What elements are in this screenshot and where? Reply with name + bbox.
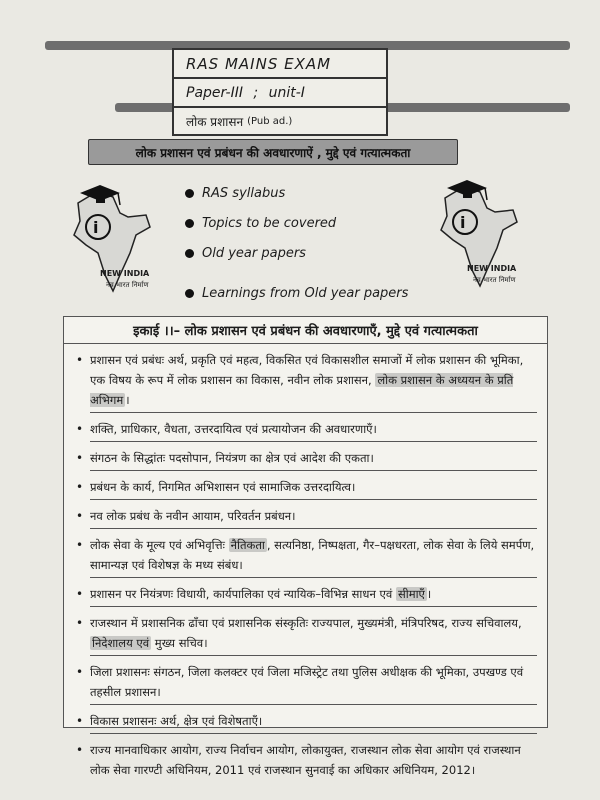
bullet-icon: •: [76, 587, 84, 601]
bullet-icon: •: [76, 538, 84, 552]
syllabus-item-post: , सत्यनिष्ठा, निष्पक्षता, गैर–पक्षधरता, लोक सेवा के लिये समर्पण, सामान्यज्ञ एवं विशेषज्ञ के मध्य संबंध।: [90, 538, 535, 572]
syllabus-item-text: [90, 584, 537, 607]
subject-note: (Pub ad.): [247, 116, 293, 127]
topic-item: Learnings from Old year papers: [185, 278, 445, 308]
syllabus-item-text: [90, 613, 537, 656]
syllabus-item-pre: संगठन के सिद्धांतः पदसोपान, नियंत्रण का क्षेत्र एवं आदेश की एकता।: [90, 451, 374, 465]
bullet-icon: •: [76, 714, 84, 728]
syllabus-item: [76, 350, 537, 413]
bullet-icon: •: [76, 665, 84, 679]
syllabus-item: [76, 535, 537, 578]
syllabus-item: [76, 662, 537, 705]
syllabus-items: [64, 344, 547, 782]
syllabus-item-highlight: लोक प्रशासन के अध्ययन के प्रति अभिगम: [90, 373, 514, 407]
syllabus-item: [76, 740, 537, 782]
subject-title: लोक प्रशासन: [186, 115, 244, 129]
bullet-icon: [185, 249, 194, 258]
syllabus-item-pre: प्रशासन एवं प्रबंधः अर्थ, प्रकृति एवं महत्व, विकसित एवं विकासशील समाजों में लोक प्रशासन की भूमिका, एक विषय के रूप में लोक प्रशासन का विकास, नवीन लोक प्रशासन,: [90, 353, 524, 387]
syllabus-item-pre: प्रबंधन के कार्य, निगमित अभिशासन एवं सामाजिक उत्तरदायित्व।: [90, 480, 356, 494]
topic-item: Old year papers: [185, 238, 445, 268]
syllabus-item-pre: विकास प्रशासनः अर्थ, क्षेत्र एवं विशेषताएँ।: [90, 714, 263, 728]
syllabus-item-text: [90, 506, 537, 529]
syllabus-title: इकाई ।।– लोक प्रशासन एवं प्रबंधन की अवधारणाएँ, मुद्दे एवं गत्यात्मकता: [64, 317, 547, 344]
bullet-icon: •: [76, 480, 84, 494]
syllabus-item-pre: प्रशासन पर नियंत्रणः विधायी, कार्यपालिका एवं न्यायिक–विभिन्न साधन एवं: [90, 587, 396, 601]
syllabus-item: [76, 506, 537, 529]
bullet-icon: •: [76, 616, 84, 630]
svg-text:i: i: [460, 213, 466, 232]
syllabus-item-text: [90, 350, 537, 413]
syllabus-item-highlight: निदेशालय एवं: [92, 636, 150, 650]
title-box: [172, 48, 388, 136]
syllabus-item-text: [90, 662, 537, 705]
bullet-icon: •: [76, 353, 84, 367]
syllabus-item-post: मुख्य सचिव।: [151, 636, 208, 650]
exam-title: RAS MAINS EXAM: [186, 54, 332, 73]
syllabus-item-post: ।: [426, 587, 432, 601]
syllabus-item-pre: जिला प्रशासनः संगठन, जिला कलक्टर एवं जिला मजिस्ट्रेट तथा पुलिस अधीक्षक की भूमिका, उपखण्ड एवं तहसील प्रशासन।: [90, 665, 524, 699]
syllabus-box: [63, 316, 548, 777]
logo-tagline: नव भारत निर्माण: [473, 276, 516, 284]
bullet-icon: •: [76, 509, 84, 523]
syllabus-item-pre: लोक सेवा के मूल्य एवं अभिवृत्तिः: [90, 538, 229, 552]
syllabus-item: [76, 711, 537, 734]
syllabus-item-text: [90, 535, 537, 578]
bullet-icon: •: [76, 422, 84, 436]
syllabus-item-text: [90, 711, 537, 734]
syllabus-item-text: [90, 477, 537, 500]
syllabus-item-pre: राज्य मानवाधिकार आयोग, राज्य निर्वाचन आयोग, लोकायुक्त, राजस्थान लोक सेवा आयोग एवं राजस्थान लोक सेवा गारण्टी अधिनियम, 2011 एवं राजस्थान सुनवाई का अधिकार अधिनियम, 2012।: [90, 743, 521, 777]
logo-name: NEW INDIA: [100, 269, 150, 278]
syllabus-item-pre: शक्ति, प्राधिकार, वैधता, उत्तरदायित्व एवं प्रत्यायोजन की अवधारणाएँ।: [90, 422, 377, 436]
topic-banner: लोक प्रशासन एवं प्रबंधन की अवधारणाऐं , मुद्दे एवं गत्यात्मकता: [88, 139, 458, 165]
syllabus-item-highlight: सीमाएँ: [397, 587, 425, 601]
bullet-icon: [185, 189, 194, 198]
paper-unit: Paper-III ; unit-I: [186, 84, 305, 101]
logo-name: NEW INDIA: [467, 264, 517, 273]
bullet-icon: [185, 219, 194, 228]
syllabus-item: [76, 477, 537, 500]
syllabus-item: [76, 448, 537, 471]
syllabus-item-pre: नव लोक प्रबंध के नवीन आयाम, परिवर्तन प्रबंधन।: [90, 509, 296, 523]
syllabus-item-highlight: नैतिकता: [230, 538, 265, 552]
syllabus-item-text: [90, 448, 537, 471]
svg-text:i: i: [93, 218, 99, 237]
topic-item: RAS syllabus: [185, 178, 445, 208]
logo-tagline: नव भारत निर्माण: [106, 281, 149, 289]
topics-list: [185, 178, 445, 308]
syllabus-item-pre: राजस्थान में प्रशासनिक ढाँचा एवं प्रशासनिक संस्कृतिः राज्यपाल, मुख्यमंत्री, मंत्रिपरिषद, राज्य सचिवालय,: [90, 616, 522, 630]
bullet-icon: •: [76, 743, 84, 757]
syllabus-item-text: [90, 419, 537, 442]
syllabus-item: [76, 419, 537, 442]
bullet-icon: [185, 289, 194, 298]
new-india-logo-left: [58, 183, 168, 303]
bullet-icon: •: [76, 451, 84, 465]
new-india-logo-right: [425, 178, 535, 298]
syllabus-item: [76, 584, 537, 607]
syllabus-item: [76, 613, 537, 656]
topic-item: Topics to be covered: [185, 208, 445, 238]
syllabus-item-post: ।: [125, 393, 130, 407]
syllabus-item-text: [90, 740, 537, 782]
